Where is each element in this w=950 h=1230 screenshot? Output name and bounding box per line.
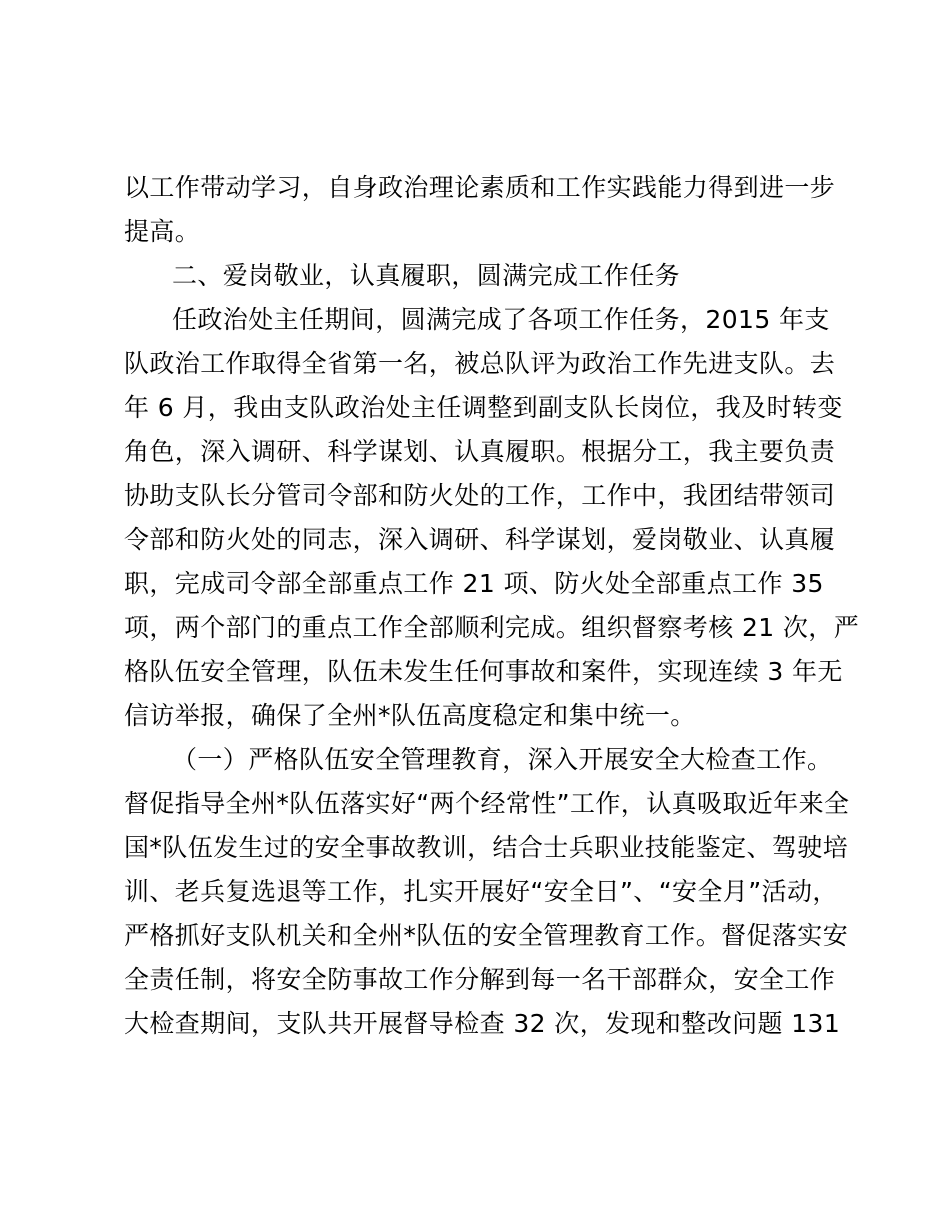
paragraph-line: 提高。	[124, 217, 201, 246]
paragraph-line: 以工作带动学习，自身政治理论素质和工作实践能力得到进一步	[124, 173, 836, 202]
paragraph-line: 督促指导全州*队伍落实好“两个经常性”工作，认真吸取近年来全	[124, 789, 850, 818]
paragraph-line: 令部和防火处的同志，深入调研、科学谋划，爱岗敬业、认真履	[124, 525, 836, 554]
paragraph-line: 国*队伍发生过的安全事故教训，结合士兵职业技能鉴定、驾驶培	[124, 833, 849, 862]
paragraph-line: 角色，深入调研、科学谋划、认真履职。根据分工，我主要负责	[124, 437, 836, 466]
paragraph-line: 队政治工作取得全省第一名，被总队评为政治工作先进支队。去	[124, 349, 836, 378]
paragraph-line: 任政治处主任期间，圆满完成了各项工作任务，2015 年支	[172, 305, 830, 334]
paragraph-line: 全责任制，将安全防事故工作分解到每一名干部群众，安全工作	[124, 965, 836, 994]
paragraph-line: 格队伍安全管理，队伍未发生任何事故和案件，实现连续 3 年无	[124, 657, 843, 686]
paragraph-line: 训、老兵复选退等工作，扎实开展好“安全日”、“安全月”活动，	[124, 877, 838, 906]
paragraph-line: 信访举报，确保了全州*队伍高度稳定和集中统一。	[124, 701, 696, 730]
section-heading: 二、爱岗敬业，认真履职，圆满完成工作任务	[172, 261, 681, 290]
paragraph-line: 年 6 月，我由支队政治处主任调整到副支队长岗位，我及时转变	[124, 393, 843, 422]
subsection-heading: （一）严格队伍安全管理教育，深入开展安全大检查工作。	[172, 745, 833, 774]
paragraph-line: 大检查期间，支队共开展督导检查 32 次，发现和整改问题 131	[124, 1009, 841, 1038]
paragraph-line: 协助支队长分管司令部和防火处的工作，工作中，我团结带领司	[124, 481, 836, 510]
paragraph-line: 职，完成司令部全部重点工作 21 项、防火处全部重点工作 35	[124, 569, 824, 598]
paragraph-line: 严格抓好支队机关和全州*队伍的安全管理教育工作。督促落实安	[124, 921, 849, 950]
paragraph-line: 项，两个部门的重点工作全部顺利完成。组织督察考核 21 次，严	[124, 613, 860, 642]
